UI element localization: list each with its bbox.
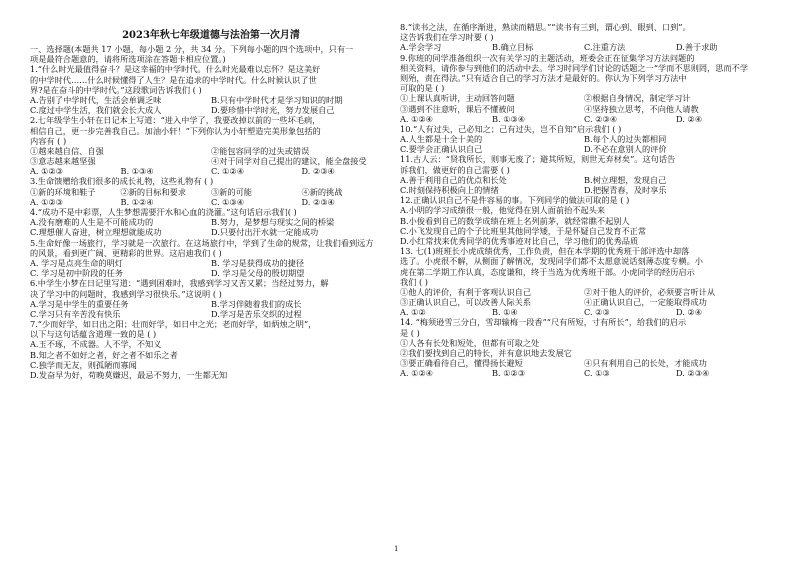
- option-item: C. ①③: [584, 368, 610, 379]
- text-line: A.玉不琢，不成器。人不学，不知义: [30, 339, 162, 350]
- text-line: D.发奋早为好，苟晚莫嫌迟，最忌不努力，一生都无知: [30, 370, 228, 380]
- option-item: ④正确认识自己，一定能取得成功: [584, 297, 707, 308]
- option-item: A. 学习是点亮生命的明灯: [30, 257, 123, 268]
- text-line: 1.“什么时光最值得奋斗？是这幸福的中学时代。什么时光最难以忘怀？是这美好: [30, 64, 321, 75]
- left-column: [30, 30, 392, 380]
- option-row: [400, 104, 768, 114]
- text-line: 可取的是 ( ): [400, 83, 445, 94]
- option-row: [400, 297, 768, 307]
- page-number: 1: [394, 545, 399, 553]
- option-item: ②根据自身情况，制定学习计: [584, 93, 691, 104]
- option-item: C.要学会正确认识自己: [400, 144, 483, 155]
- option-row: [400, 368, 768, 378]
- option-item: B.确立目标: [492, 42, 534, 53]
- option-item: B. ①②③: [492, 368, 526, 379]
- text-line: 6.中学生小梦在日记里写道：“遇到困难时，我感到学习又苦又累；当经过努力，解: [30, 278, 329, 289]
- option-item: C. ②③④: [584, 113, 618, 124]
- text-line: ①人各有长处和短处，但都有可取之处: [400, 337, 540, 348]
- option-row: [30, 217, 392, 227]
- option-item: A. ①②: [400, 307, 426, 318]
- text-line: 诉我们，做更好的自己需要 ( ): [400, 164, 510, 175]
- option-item: ④对于同学对自己提出的建议，能全盘接受: [211, 156, 367, 167]
- option-row: [400, 144, 768, 154]
- option-item: B.努力，是梦想与现实之间的桥梁: [211, 217, 335, 228]
- option-item: D.不必在意别人的评价: [584, 144, 667, 155]
- option-item: B. ①③④: [120, 166, 154, 177]
- text-line: 3.生命馈赠给我们很多的成长礼物，这些礼物有 ( ): [30, 176, 214, 187]
- text-line: 决了学习中的问题时，我感到学习很快乐。”这说明 ( ): [30, 288, 222, 299]
- option-item: D. ②④: [676, 307, 703, 318]
- option-item: D. ②③④: [676, 368, 710, 379]
- option-item: ①越来越自信、自强: [30, 145, 104, 156]
- option-row: [30, 197, 392, 207]
- option-item: B.每个人的过失都相同: [584, 134, 667, 145]
- text-line: 虎在第二学期工作认真，态度谦和，终于当选为优秀班干部。小虎同学的经历启示: [400, 266, 695, 277]
- text-line: 相信自己，更一步完善我自己。加油小轩！”下列你认为小轩塑造完美形象包括的: [30, 125, 321, 136]
- text-line: 4.“成功不是中彩票，人生梦想需要汗水和心血的浇灌。”这句话启示我们( ): [30, 207, 297, 217]
- option-item: C.学习只有辛苦没有快乐: [30, 308, 121, 319]
- text-line: 12.正确认识自己不是件容易的事。下列同学的做法可取的是 ( ): [400, 195, 630, 206]
- option-row: [30, 258, 392, 268]
- text-line: 以下与这句话蕴含道理一致的是 ( ): [30, 329, 157, 340]
- option-item: B. 学习是获得成功的捷径: [211, 257, 305, 268]
- option-row: [30, 268, 392, 278]
- option-row: [400, 175, 768, 185]
- option-row: [400, 93, 768, 103]
- option-row: [30, 166, 392, 176]
- text-line: 我们 ( ): [400, 276, 428, 287]
- option-item: C. ①②④: [211, 166, 245, 177]
- text-line: 选了。小虎很不解，从侧面了解情况，发现同学们都不太愿意说话刻薄态度专横。小: [400, 256, 703, 267]
- option-item: ③要正确看待自己，懂得扬长避短: [400, 358, 523, 369]
- option-row: [30, 299, 392, 309]
- option-item: B.树立理想，发现自己: [584, 174, 667, 185]
- option-item: B.学习伴随着我们的成长: [211, 298, 302, 309]
- option-row: [30, 187, 392, 197]
- option-row: [400, 287, 768, 297]
- option-row: [400, 134, 768, 144]
- text-line: C.独学而无友，则孤陋而寡闻: [30, 359, 137, 370]
- option-item: D. ②③④: [301, 196, 335, 207]
- exam-title: 2023年秋七年级道德与法治第一次月清: [122, 30, 300, 41]
- text-line: 11.古人云：“贤我所长，则事无废了；避其所短，则世无弃材矣”。这句话告: [400, 154, 676, 165]
- option-item: C.注重方法: [584, 42, 626, 53]
- text-line: 内容有 ( ): [30, 135, 67, 146]
- text-line: 9.你班的同学准备组织一次有关学习的主题活动，班委会正在征集学习方法问题的: [400, 52, 695, 63]
- text-line: C.小飞发现自己的个子比班里其他同学矮，于是怀疑自己发育不正常: [400, 225, 647, 236]
- option-item: C.度过中学生活，我们就会长大成人: [30, 105, 162, 116]
- option-item: D.要珍惜中学时光，努力发展自己: [211, 105, 335, 116]
- option-item: ④坚持独立思考，不向他人请教: [584, 103, 699, 114]
- option-row: [30, 156, 392, 166]
- option-item: A. ①②③: [30, 196, 64, 207]
- text-line: 是 ( ): [400, 327, 420, 338]
- option-item: A.人生都是十全十美的: [400, 134, 483, 145]
- option-item: C.理想催人奋进，树立理想就能成功: [30, 227, 162, 238]
- option-item: ④新的挑战: [301, 186, 343, 197]
- option-item: A.学习是中学生的重要任务: [30, 298, 129, 309]
- option-row: [30, 146, 392, 156]
- option-item: D.善于求助: [676, 42, 718, 53]
- text-line: 相关资料，请你参与到他们的活动中去。学习时同学们讨论的话题之一“学而不思则罔，思而不学: [400, 62, 749, 73]
- option-item: ③遇到不注意听，课后不懂被问: [400, 103, 515, 114]
- option-item: B. ①③④: [492, 113, 526, 124]
- text-line: D.小红常找来优秀同学的优秀事迹对比自己，学习他们的优秀品质: [400, 235, 639, 246]
- option-row: [30, 95, 392, 105]
- text-line: 2.七年级学生小轩在日记本上写道：“进入中学了，我要改掉以前的一些坏毛病，: [30, 115, 321, 126]
- right-column: [400, 22, 768, 379]
- option-item: C. 学习是初中阶段的任务: [30, 268, 124, 279]
- text-line: 10.“人有过失，己必知之；己有过失，岂不自知”启示我们 ( ): [400, 123, 622, 134]
- option-item: B. ①②④: [120, 196, 154, 207]
- option-item: ④只有利用自己的长处，才能成功: [584, 358, 707, 369]
- option-row: [30, 105, 392, 115]
- text-line: 7.“少而好学，如日出之阳；壮而好学，如日中之光；老而好学，如炳烛之明”，: [30, 319, 317, 330]
- text-line: 8.“读书之法，在循序渐进，熟读而精思。”“读书有三到，谓心到、眼到、口到”。: [400, 22, 691, 32]
- option-item: A. ①②④: [400, 368, 434, 379]
- option-row: [30, 227, 392, 237]
- option-item: C. ②③: [584, 307, 610, 318]
- text-line: 13. 七(1)班班长小虎成绩优秀，工作负责，但在本学期的优秀班干部评选中却落: [400, 246, 690, 257]
- option-item: A.告别了中学时代，生活会单调乏味: [30, 94, 162, 105]
- option-item: A. ①②③: [30, 166, 64, 177]
- option-item: B.只有中学时代才是学习知识的时期: [211, 94, 343, 105]
- option-item: D.把握青春，及时享乐: [584, 185, 667, 195]
- option-row: [400, 42, 768, 52]
- option-item: D. ②③④: [301, 166, 335, 177]
- option-item: B. ①④: [492, 307, 518, 318]
- text-line: B.小俊看到自己的数学成绩在班上名列前茅，就经常瞧不起别人: [400, 215, 630, 226]
- option-item: A.善于利用自己的优点和长处: [400, 174, 507, 185]
- text-line: 界?是在奋斗的中学时代。”这段歌词告诉我们 ( ): [30, 84, 202, 95]
- text-line: 一、选择题(本题共 17 小题，每小题 2 分，共 34 分。下列每小题的四个选项中，只有一: [30, 44, 354, 54]
- text-line: 的中学时代……什么时候懂得了人生？是在追求的中学时代。什么时候认识了世: [30, 74, 317, 85]
- option-item: D.只要付出汗水就一定能成功: [211, 227, 319, 238]
- option-item: C. ①③④: [211, 196, 245, 207]
- option-item: ①新的环境和鞋子: [30, 186, 96, 197]
- option-item: D.学习是苦乐交织的过程: [211, 308, 302, 319]
- text-line: 14. “梅须逊雪三分白，雪却输梅一段香”“尺有所短，寸有所长”，给我们的启示: [400, 317, 687, 328]
- text-line: ②我们要找到自己的特长，并有意识地去发展它: [400, 348, 572, 358]
- text-line: 5.生命好像一场旅行，学习就是一次旅行。在这场旅行中，学到了生命的规常，让我们看到远方: [30, 237, 374, 248]
- option-item: A. ①②④: [400, 113, 434, 124]
- right-questions: [400, 22, 768, 379]
- option-item: ②对于他人的评价，必须要言听计从: [584, 286, 716, 297]
- option-item: ③新的可能: [211, 186, 252, 197]
- text-line: B.知之者不如好之者，好之者不如乐之者: [30, 349, 178, 360]
- option-row: [400, 358, 768, 368]
- option-item: D. ②④: [676, 113, 703, 124]
- text-line: 这告诉我们在学习时要 ( ): [400, 32, 494, 43]
- option-item: ③正确认识自己，可以改善人际关系: [400, 297, 532, 308]
- option-item: C.时刻保持积极向上的情绪: [400, 185, 499, 195]
- option-item: A.没有磨难的人生是不可能成功的: [30, 217, 154, 228]
- option-row: [400, 185, 768, 195]
- option-item: D. 学习是父母的殷切期望: [211, 268, 305, 279]
- option-row: [30, 309, 392, 319]
- option-item: ①上课认真听讲，主动回答问题: [400, 93, 515, 104]
- text-line: 则殆，责在得法。”只有适合自己的学习方法才是最好的。你认为下列学习方法中: [400, 72, 687, 83]
- option-row: [400, 307, 768, 317]
- option-item: A.学会学习: [400, 42, 442, 53]
- option-item: ①他人的评价，有利于客观认识自己: [400, 286, 532, 297]
- text-line: 的风景，看到更广阔、更精彩的世界。这启迪我们 ( ): [30, 247, 222, 258]
- option-row: [400, 114, 768, 124]
- text-line: 项是最符合题意的，请将所选项涂在答题卡相应位置。): [30, 54, 226, 65]
- text-line: A.小明的学习成绩很一般，他觉得在别人面前抬不起头来: [400, 205, 606, 216]
- option-item: ②能包容同学的过失或错误: [211, 145, 310, 156]
- option-item: ②新的目标和要求: [120, 186, 187, 197]
- option-item: ③意志越来越坚强: [30, 156, 96, 167]
- left-questions: [30, 44, 392, 380]
